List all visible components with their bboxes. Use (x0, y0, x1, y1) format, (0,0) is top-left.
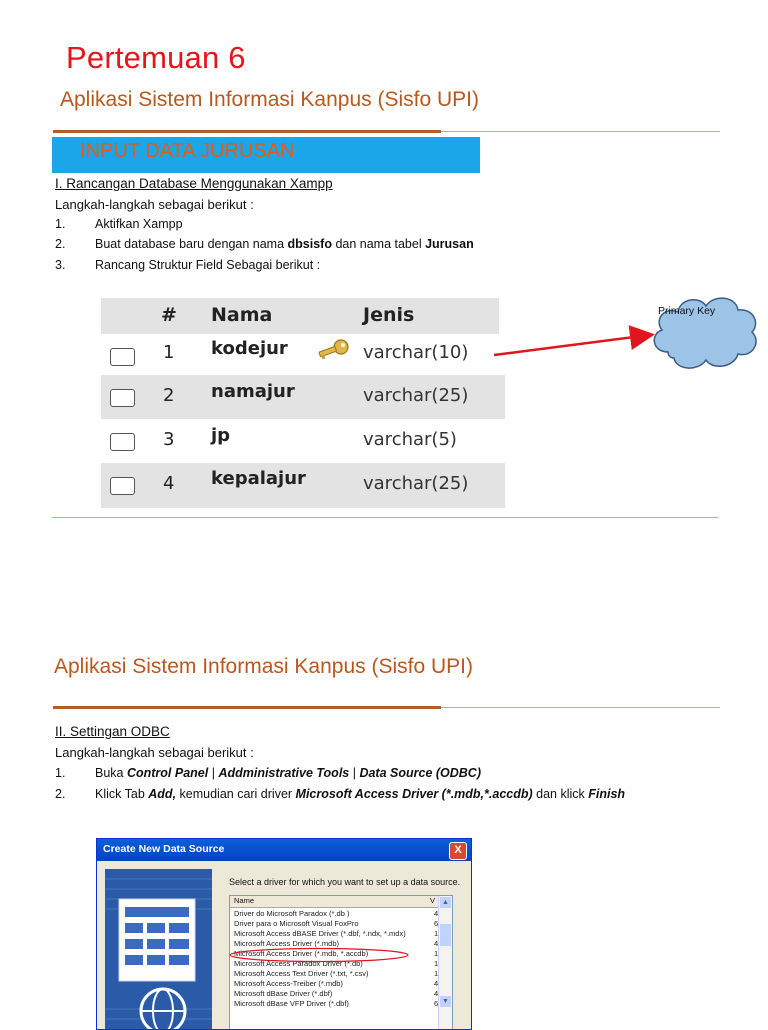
scroll-thumb[interactable] (440, 924, 451, 946)
list-number: 3. (55, 258, 66, 272)
db-name: dbsisfo (287, 237, 332, 251)
driver-item[interactable] (234, 919, 439, 929)
dialog-title: Create New Data Source (103, 843, 225, 855)
list-item (55, 787, 755, 805)
callout-arrow (490, 320, 660, 365)
driver-label: Microsoft dBase Driver (*.dbf) (234, 989, 333, 998)
list-text (95, 766, 481, 780)
slide-subtitle: Aplikasi Sistem Informasi Kanpus (Sisfo UPI) (54, 655, 473, 678)
list-item (55, 237, 655, 255)
driver-version: 4 (434, 979, 439, 988)
scroll-down-icon[interactable]: ▼ (440, 996, 451, 1007)
divider (53, 130, 441, 133)
close-button[interactable]: X (449, 842, 467, 860)
driver-label: Microsoft Access Paradox Driver (*.db) (234, 959, 363, 968)
list-item (55, 766, 735, 784)
column-header: Jenis (363, 304, 415, 326)
driver-item[interactable] (234, 989, 439, 999)
list-text: Aktifkan Xampp (95, 217, 183, 231)
menu-path: Addministrative Tools (218, 766, 350, 780)
callout-label: Primary Key (658, 305, 716, 317)
driver-label: Microsoft Access Driver (*.mdb) (234, 939, 340, 948)
list-number: 2. (55, 237, 66, 251)
dialog-titlebar (97, 839, 471, 861)
list-number: 1. (55, 217, 66, 231)
driver-label: Driver para o Microsoft Visual FoxPro (234, 919, 359, 928)
field-type: varchar(10) (363, 342, 469, 363)
driver-list[interactable] (229, 895, 453, 1030)
table-row (101, 419, 505, 463)
separator: | (349, 766, 360, 780)
driver-version: 6 (434, 999, 439, 1008)
driver-item[interactable] (234, 979, 439, 989)
table-name: Jurusan (425, 237, 474, 251)
row-number: 1 (163, 342, 175, 363)
row-checkbox[interactable] (110, 348, 135, 366)
table-row (101, 375, 505, 419)
driver-version: 1 (434, 949, 439, 958)
cloud-callout (648, 292, 762, 372)
driver-label: Microsoft Access Text Driver (*.txt, *.csv) (234, 969, 369, 978)
menu-path: Control Panel (126, 766, 209, 780)
divider (441, 131, 720, 132)
separator: | (208, 766, 219, 780)
text-run: Klick Tab (95, 787, 149, 801)
list-text (95, 787, 625, 801)
key-icon (316, 338, 350, 360)
field-name: jp (211, 425, 231, 446)
row-number: 4 (163, 473, 175, 494)
divider (441, 707, 720, 708)
scroll-up-icon[interactable]: ▲ (440, 897, 451, 908)
field-type: varchar(25) (363, 385, 469, 406)
column-header: Name (234, 896, 255, 905)
driver-label: Microsoft dBase VFP Driver (*.dbf) (234, 999, 349, 1008)
row-checkbox[interactable] (110, 477, 135, 495)
driver-version: 4 (434, 989, 439, 998)
intro-text: Langkah-langkah sebagai berikut : (55, 745, 254, 760)
driver-version: 1 (434, 929, 439, 938)
table-row (101, 334, 505, 378)
text-run: Buka (95, 766, 127, 780)
column-header: # (161, 304, 177, 326)
driver-item[interactable] (234, 929, 439, 939)
driver-version: 1 (434, 969, 439, 978)
field-name: namajur (211, 381, 295, 402)
intro-text: Langkah-langkah sebagai berikut : (55, 197, 254, 212)
driver-version: 1 (434, 959, 439, 968)
driver-item[interactable] (234, 969, 439, 979)
table-row (101, 463, 505, 508)
dialog-prompt: Select a driver for which you want to set up a data source. (229, 877, 461, 887)
text-run: dan klick (532, 787, 589, 801)
table-header (101, 298, 499, 334)
driver-version: 4 (434, 909, 439, 918)
text-run: Buat database baru dengan nama (95, 237, 288, 251)
section-heading: II. Settingan ODBC (55, 724, 170, 739)
field-type: varchar(25) (363, 473, 469, 494)
row-checkbox[interactable] (110, 389, 135, 407)
driver-name: Microsoft Access Driver (*.mdb,*.accdb) (295, 787, 533, 801)
driver-label: Microsoft Access-Treiber (*.mdb) (234, 979, 343, 988)
section-heading: I. Rancangan Database Menggunakan Xampp (55, 176, 333, 191)
slide-subtitle: Aplikasi Sistem Informasi Kanpus (Sisfo UPI) (60, 88, 479, 111)
highlight-ellipse (228, 947, 410, 963)
divider (53, 706, 441, 709)
tab-name: Add, (148, 787, 177, 801)
driver-item[interactable] (234, 909, 439, 919)
field-type: varchar(5) (363, 429, 457, 450)
list-number: 1. (55, 766, 66, 780)
row-checkbox[interactable] (110, 433, 135, 451)
text-run: kemudian cari driver (176, 787, 296, 801)
banner-text: INPUT DATA JURUSAN (80, 140, 295, 162)
section-banner (52, 137, 480, 173)
list-item (55, 217, 655, 235)
list-text: Rancang Struktur Field Sebagai berikut : (95, 258, 321, 272)
driver-version: 6 (434, 919, 439, 928)
column-header: Nama (211, 304, 273, 326)
driver-version: 4 (434, 939, 439, 948)
list-scrollbar[interactable] (438, 896, 452, 1030)
structure-table (101, 298, 505, 510)
button-name: Finish (588, 787, 626, 801)
field-name: kodejur (211, 338, 288, 359)
list-header (230, 896, 438, 908)
driver-label: Driver do Microsoft Paradox (*.db ) (234, 909, 350, 918)
page-title: Pertemuan 6 (66, 40, 246, 75)
create-data-source-dialog (96, 838, 472, 1030)
field-name: kepalajur (211, 468, 306, 489)
driver-label: Microsoft Access Driver (*.mdb, *.accdb) (234, 949, 369, 958)
list-number: 2. (55, 787, 66, 801)
list-text (95, 237, 474, 251)
driver-item[interactable] (234, 999, 439, 1009)
list-item (55, 258, 655, 276)
divider (52, 517, 718, 518)
column-header: V (430, 896, 436, 905)
row-number: 2 (163, 385, 175, 406)
menu-path: Data Source (ODBC) (359, 766, 481, 780)
driver-label: Microsoft Access dBASE Driver (*.dbf, *.ndx, *.mdx) (234, 929, 406, 938)
row-number: 3 (163, 429, 175, 450)
dialog-illustration (105, 869, 212, 1029)
text-run: dan nama tabel (331, 237, 426, 251)
